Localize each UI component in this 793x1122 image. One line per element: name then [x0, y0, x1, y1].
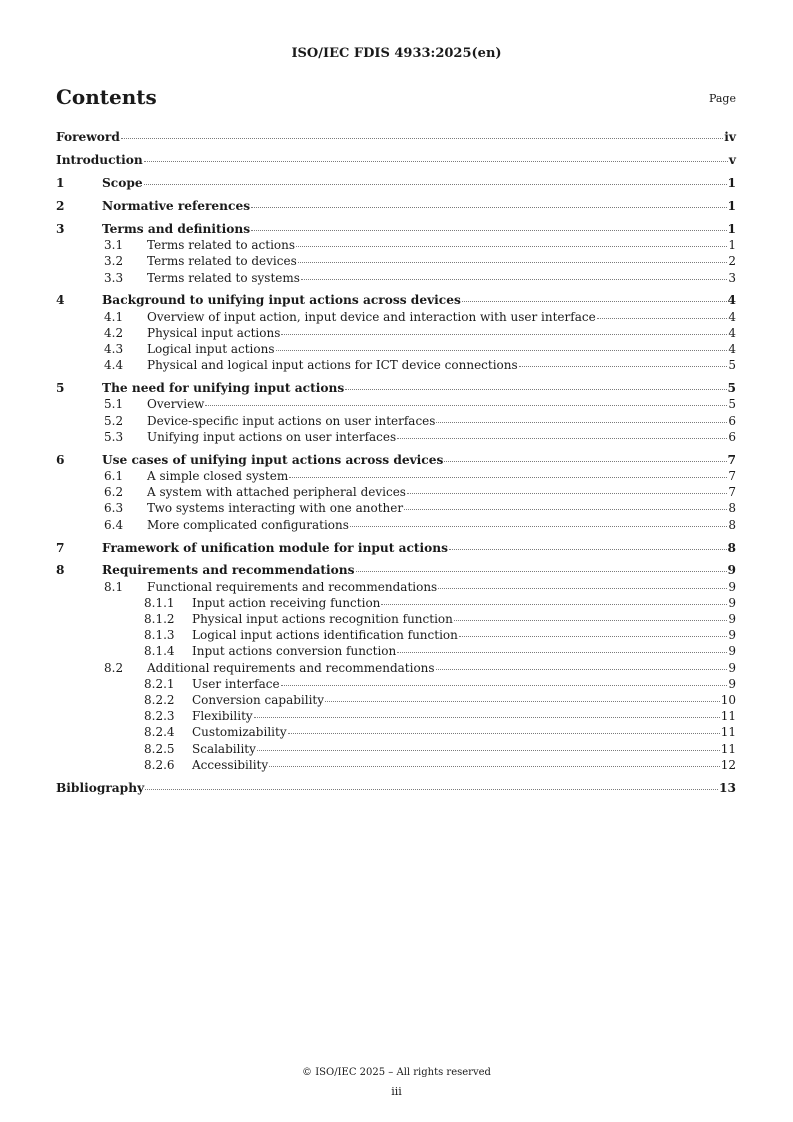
toc-entry-page: 7 [728, 485, 736, 500]
toc-entry-page: 5 [728, 358, 736, 373]
toc-entry[interactable] [56, 780, 736, 796]
toc-entry-number: 8 [56, 563, 65, 578]
toc-entry-number: 8.2.6 [144, 757, 175, 772]
toc-entry-number: 8.1.1 [144, 595, 175, 610]
page-column-label: Page [708, 92, 736, 105]
toc-entry[interactable] [56, 429, 736, 445]
dot-leader [438, 588, 727, 589]
toc-entry-title: Terms and definitions [102, 221, 251, 236]
toc-entry-title: Logical input actions [147, 342, 275, 357]
dot-leader [519, 366, 728, 367]
toc-entry-number: 4.4 [104, 358, 124, 373]
toc-entry[interactable] [56, 627, 736, 643]
toc-entry-number: 2 [56, 198, 65, 213]
toc-entry-page: 9 [727, 563, 736, 578]
dot-leader [298, 262, 728, 263]
toc-entry[interactable] [56, 396, 736, 412]
toc-entry-page: 5 [727, 381, 736, 396]
toc-entry-number: 8.2.1 [144, 676, 175, 691]
toc-entry-number: 3.3 [104, 270, 124, 285]
toc-entry-page: 2 [728, 254, 736, 269]
toc-entry-number: 3.2 [104, 254, 124, 269]
toc-entry-number: 8.1 [104, 579, 124, 594]
toc-entry-title: Two systems interacting with one another [147, 501, 404, 516]
toc-entry-title: Unifying input actions on user interfaces [147, 429, 397, 444]
toc-entry-page: v [728, 152, 736, 167]
toc-entry[interactable] [56, 562, 736, 578]
toc-entry-title: Introduction [56, 152, 143, 167]
table-of-contents [56, 129, 736, 796]
copyright-notice: © ISO/IEC 2025 – All rights reserved [302, 1067, 491, 1078]
toc-entry-number: 8.2.4 [144, 725, 175, 740]
toc-entry-number: 8.1.3 [144, 628, 175, 643]
toc-entry-title: Additional requirements and recommendations [147, 660, 435, 675]
toc-entry-title: Normative references [102, 198, 251, 213]
toc-entry-title: Device-specific input actions on user interfaces [147, 413, 436, 428]
toc-entry-title: Flexibility [192, 709, 253, 724]
dot-leader [345, 389, 726, 390]
toc-entry-number: 5 [56, 381, 65, 396]
toc-entry[interactable] [56, 468, 736, 484]
toc-entry[interactable] [56, 692, 736, 708]
dot-leader [254, 717, 720, 718]
toc-entry[interactable] [56, 676, 736, 692]
toc-entry[interactable] [56, 325, 736, 341]
toc-entry[interactable] [56, 611, 736, 627]
toc-entry-page: 1 [728, 238, 736, 253]
dot-leader [356, 571, 727, 572]
toc-entry[interactable] [56, 484, 736, 500]
dot-leader [301, 279, 727, 280]
toc-entry[interactable] [56, 292, 736, 308]
toc-entry[interactable] [56, 579, 736, 595]
toc-entry-title: Terms related to devices [147, 254, 297, 269]
toc-entry[interactable] [56, 175, 736, 191]
toc-entry[interactable] [56, 500, 736, 516]
dot-leader [407, 493, 727, 494]
dot-leader [205, 405, 727, 406]
dot-leader [281, 334, 727, 335]
toc-entry-page: 10 [720, 692, 736, 707]
toc-entry-title: Conversion capability [192, 692, 325, 707]
toc-entry-page: 9 [728, 628, 736, 643]
toc-entry-page: 6 [728, 413, 736, 428]
toc-entry-number: 5.2 [104, 413, 124, 428]
toc-entry-number: 8.2 [104, 660, 124, 675]
toc-entry[interactable] [56, 152, 736, 168]
toc-entry[interactable] [56, 253, 736, 269]
document-id-header: ISO/IEC FDIS 4933:2025(en) [291, 46, 502, 61]
toc-entry[interactable] [56, 380, 736, 396]
toc-entry[interactable] [56, 198, 736, 214]
toc-entry-page: 8 [728, 517, 736, 532]
toc-entry-title: A system with attached peripheral devices [147, 485, 406, 500]
toc-entry-page: 8 [727, 540, 736, 555]
toc-entry-title: Physical input actions [147, 325, 281, 340]
toc-entry-title: Terms related to actions [147, 238, 296, 253]
toc-entry-title: Framework of unification module for input actions [102, 540, 449, 555]
toc-entry[interactable] [56, 517, 736, 533]
toc-entry-title: Input action receiving function [192, 595, 381, 610]
toc-entry-title: Physical and logical input actions for ICT device connections [147, 358, 518, 373]
toc-entry-page: 4 [728, 309, 736, 324]
toc-entry-number: 4.1 [104, 309, 124, 324]
toc-entry-page: 4 [728, 325, 736, 340]
toc-entry-title: Scalability [192, 741, 256, 756]
dot-leader [251, 207, 726, 208]
dot-leader [288, 733, 720, 734]
toc-entry-title: Use cases of unifying input actions across devices [102, 452, 444, 467]
toc-entry[interactable] [56, 741, 736, 757]
toc-entry[interactable] [56, 757, 736, 773]
toc-entry[interactable] [56, 341, 736, 357]
dot-leader [404, 509, 727, 510]
toc-entry-page: 1 [727, 175, 736, 190]
toc-entry-number: 4.3 [104, 342, 124, 357]
toc-entry[interactable] [56, 643, 736, 659]
page-title: Contents [56, 85, 157, 109]
dot-leader [144, 184, 727, 185]
toc-entry-page: 8 [728, 501, 736, 516]
toc-entry-title: The need for unifying input actions [102, 381, 345, 396]
dot-leader [276, 350, 728, 351]
toc-entry-page: 1 [727, 221, 736, 236]
toc-entry-title: Input actions conversion function [192, 644, 397, 659]
toc-entry[interactable] [56, 452, 736, 468]
dot-leader [257, 750, 720, 751]
toc-entry-page: 5 [728, 397, 736, 412]
toc-entry-page: 3 [728, 270, 736, 285]
toc-entry-number: 8.1.2 [144, 612, 175, 627]
toc-entry-title: Customizability [192, 725, 287, 740]
dot-leader [121, 138, 723, 139]
toc-entry[interactable] [56, 357, 736, 373]
toc-entry-page: 11 [720, 741, 736, 756]
dot-leader [449, 549, 726, 550]
toc-entry-page: 11 [720, 725, 736, 740]
dot-leader [144, 161, 728, 162]
toc-entry[interactable] [56, 413, 736, 429]
dot-leader [436, 422, 727, 423]
dot-leader [397, 438, 727, 439]
toc-entry-number: 6 [56, 452, 65, 467]
dot-leader [462, 301, 727, 302]
toc-entry-title: Accessibility [192, 757, 269, 772]
dot-leader [397, 652, 727, 653]
toc-entry-title: Scope [102, 175, 143, 190]
toc-entry-number: 8.2.5 [144, 741, 175, 756]
toc-entry[interactable] [56, 221, 736, 237]
toc-entry-page: 4 [728, 342, 736, 357]
toc-entry-number: 8.2.3 [144, 709, 175, 724]
dot-leader [296, 246, 727, 247]
toc-entry-number: 1 [56, 175, 65, 190]
toc-entry-title: Logical input actions identification function [192, 628, 458, 643]
toc-entry-page: 9 [728, 660, 736, 675]
toc-entry[interactable] [56, 660, 736, 676]
toc-entry-number: 5.3 [104, 429, 124, 444]
toc-entry-page: iv [724, 130, 736, 144]
dot-leader [381, 604, 727, 605]
toc-entry-page: 4 [727, 293, 736, 308]
toc-entry-title: A simple closed system [147, 468, 289, 483]
toc-entry-page: 9 [728, 644, 736, 659]
dot-leader [281, 685, 728, 686]
toc-entry[interactable] [56, 724, 736, 740]
toc-entry-number: 7 [56, 540, 65, 555]
dot-leader [436, 669, 728, 670]
toc-entry-page: 13 [719, 780, 736, 795]
toc-entry-number: 4 [56, 293, 65, 308]
toc-entry[interactable] [56, 237, 736, 253]
dot-leader [444, 461, 726, 462]
toc-entry-title: Overview of input action, input device and interaction with user interface [147, 309, 596, 324]
toc-entry-title: Overview [147, 397, 205, 412]
page-number: iii [391, 1085, 402, 1098]
dot-leader [597, 318, 728, 319]
toc-entry[interactable] [56, 309, 736, 325]
toc-entry[interactable] [56, 595, 736, 611]
toc-entry-title: Requirements and recommendations [102, 563, 355, 578]
toc-entry-page: 9 [728, 676, 736, 691]
toc-entry-number: 6.2 [104, 485, 124, 500]
toc-entry-number: 8.2.2 [144, 692, 175, 707]
toc-entry-page: 11 [720, 709, 736, 724]
toc-entry-page: 9 [728, 612, 736, 627]
toc-entry-number: 6.4 [104, 517, 124, 532]
toc-entry[interactable] [56, 708, 736, 724]
toc-entry-title: Background to unifying input actions across devices [102, 293, 461, 308]
toc-entry-title: More complicated configurations [147, 517, 349, 532]
toc-entry[interactable] [56, 270, 736, 286]
dot-leader [459, 636, 727, 637]
toc-entry-number: 3.1 [104, 238, 124, 253]
toc-entry-page: 9 [728, 579, 736, 594]
dot-leader [454, 620, 727, 621]
dot-leader [145, 789, 718, 790]
toc-entry-page: 6 [728, 429, 736, 444]
toc-entry-page: 9 [728, 595, 736, 610]
toc-entry-number: 5.1 [104, 397, 124, 412]
toc-entry-page: 7 [728, 468, 736, 483]
dot-leader [350, 526, 727, 527]
dot-leader [269, 766, 720, 767]
toc-entry-title: User interface [192, 676, 280, 691]
toc-entry-title: Bibliography [56, 780, 145, 795]
toc-entry-title: Terms related to systems [147, 270, 300, 285]
toc-entry-number: 8.1.4 [144, 644, 175, 659]
toc-entry-title: Functional requirements and recommendations [147, 579, 438, 594]
toc-entry-number: 6.3 [104, 501, 124, 516]
toc-entry-title: Physical input actions recognition function [192, 612, 453, 627]
toc-entry-number: 4.2 [104, 325, 124, 340]
toc-entry-title: Foreword [56, 130, 120, 144]
dot-leader [289, 477, 727, 478]
dot-leader [325, 701, 720, 702]
toc-entry-page: 7 [727, 452, 736, 467]
toc-entry[interactable] [56, 540, 736, 556]
toc-entry-number: 6.1 [104, 468, 124, 483]
toc-entry-page: 12 [720, 757, 736, 772]
toc-entry-number: 3 [56, 221, 65, 236]
toc-entry[interactable] [56, 129, 736, 145]
toc-entry-page: 1 [727, 198, 736, 213]
dot-leader [251, 230, 726, 231]
